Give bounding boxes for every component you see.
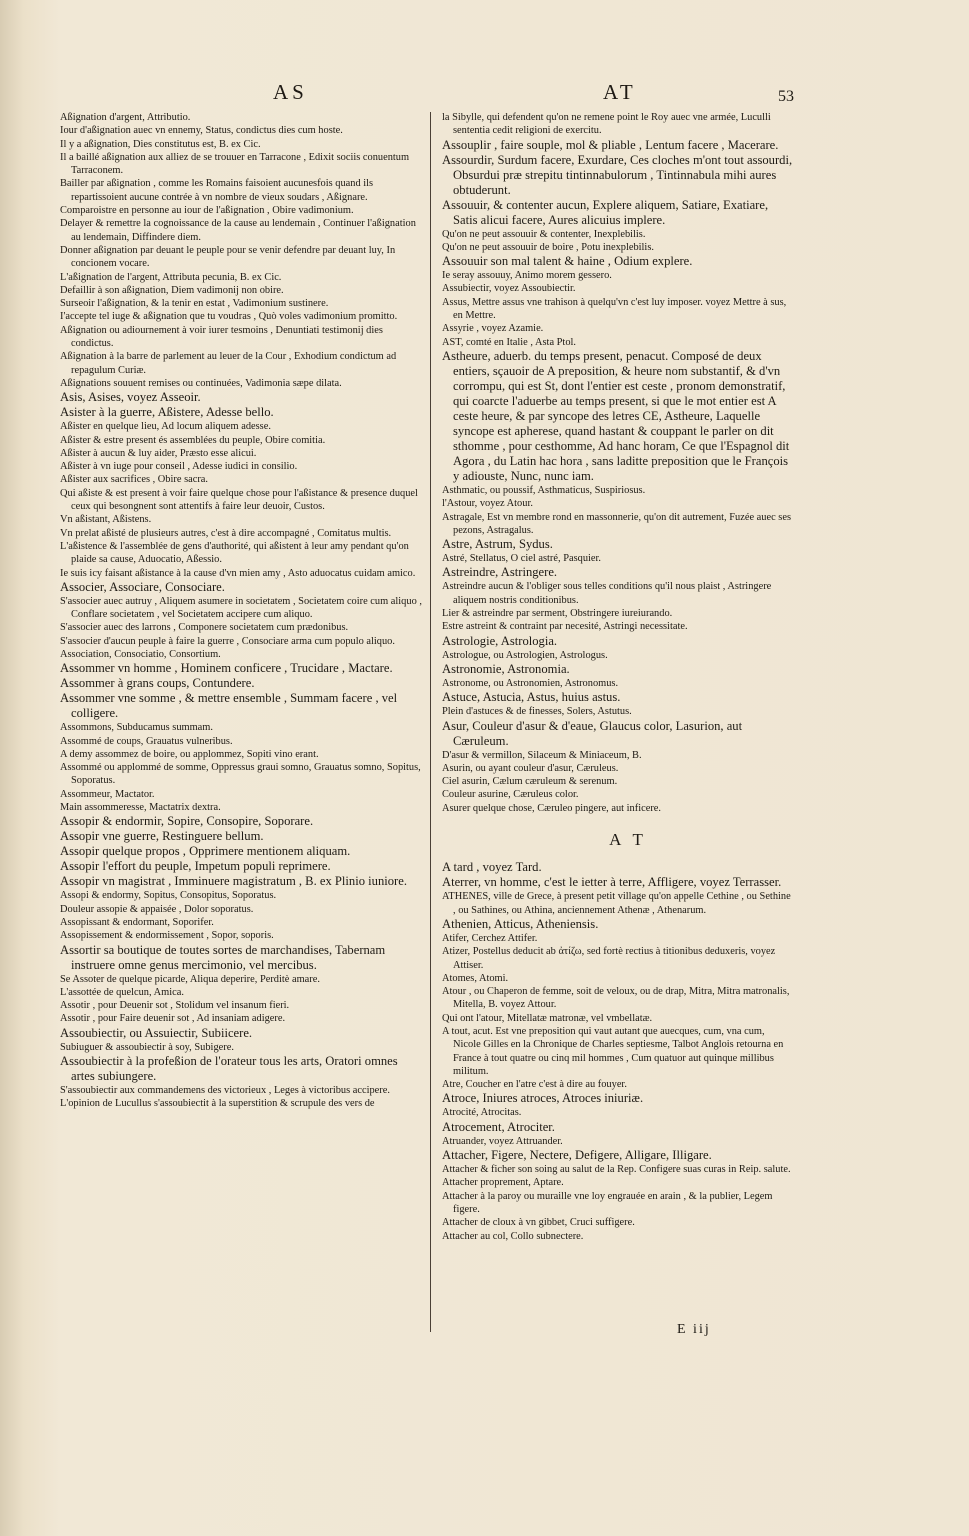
dictionary-entry: Assommeur, Mactator. xyxy=(60,788,155,800)
dictionary-entry: Attacher & ficher son soing au salut de la Rep. Configere suas curas in Reip. salute. xyxy=(442,1164,791,1176)
dictionary-entry: Associer, Associare, Consociare. xyxy=(60,579,225,594)
dictionary-entry: Bailler par aßignation , comme les Romains faisoient aucunesfois quand ils repartissoient aucune contrée à vn nombre de vieux soudars , Aßignare. xyxy=(60,178,376,203)
dictionary-entry: Se Assoter de quelque picarde, Aliqua deperire, Perditè amare. xyxy=(60,973,320,985)
dictionary-entry: Assommer vne somme , & mettre ensemble , Summam facere , vel colligere. xyxy=(60,691,401,721)
dictionary-entry: Assopi & endormy, Sopitus, Consopitus, Soporatus. xyxy=(60,890,277,902)
dictionary-entry: Atomes, Atomi. xyxy=(442,972,509,984)
dictionary-entry: Assopir vn magistrat , Imminuere magistratum , B. ex Plinio iuniore. xyxy=(60,874,407,889)
dictionary-entry: Atruander, voyez Attruander. xyxy=(442,1135,563,1147)
dictionary-entry: Astreindre aucun & l'obliger sous telles conditions qu'il nous plaist , Astringere aliquem nostris conditionibus. xyxy=(442,581,774,606)
dictionary-entry: Astronomie, Astronomia. xyxy=(442,661,570,676)
dictionary-entry: ATHENES, ville de Grece, à present petit village qu'on appelle Cethine , ou Sethine , ou Sathines, ou Athina, anciennement Athenæ , Athenarum. xyxy=(442,891,794,916)
dictionary-entry: Aßister & estre present és assemblées du peuple, Obire comitia. xyxy=(60,434,326,446)
dictionary-entry: Ie suis icy faisant aßistance à la cause d'vn mien amy , Asto aduocatus cuidam amico. xyxy=(60,567,416,579)
dictionary-entry: Assopir vne guerre, Restinguere bellum. xyxy=(60,829,264,844)
dictionary-entry: Atroce, Iniures atroces, Atroces iniuriæ. xyxy=(442,1091,644,1106)
dictionary-entry: Assommé ou applommé de somme, Oppressus graui somno, Grauatus somno, Sopitus, Soporatus. xyxy=(60,762,424,787)
dictionary-entry: Astronome, ou Astronomien, Astronomus. xyxy=(442,677,619,689)
dictionary-entry: Asis, Asises, voyez Asseoir. xyxy=(60,390,201,405)
dictionary-entry: Attacher proprement, Aptare. xyxy=(442,1177,564,1189)
dictionary-entry: Astragale, Est vn membre rond en massonnerie, qu'on dit autrement, Fuzée auec ses pezons, Astragalus. xyxy=(442,511,794,536)
dictionary-entry: Ie seray assouuy, Animo morem gessero. xyxy=(442,270,612,282)
dictionary-entry: Asurer quelque chose, Cæruleo pingere, aut inficere. xyxy=(442,802,661,814)
dictionary-entry: Attacher, Figere, Nectere, Defigere, Alligare, Illigare. xyxy=(442,1148,712,1163)
dictionary-entry: Assouuir son mal talent & haine , Odium explere. xyxy=(442,254,693,269)
dictionary-entry: Assommer à grans coups, Contundere. xyxy=(60,676,255,691)
dictionary-entry: Main assommeresse, Mactatrix dextra. xyxy=(60,802,221,814)
dictionary-entry: Astrologue, ou Astrologien, Astrologus. xyxy=(442,649,608,661)
dictionary-entry: Lier & astreindre par serment, Obstringere iureiurando. xyxy=(442,608,673,620)
dictionary-entry: L'opinion de Lucullus s'assoubiectit à la superstition & scrupule des vers de xyxy=(60,1098,375,1110)
dictionary-entry: S'associer auec des larrons , Componere societatem cum prædonibus. xyxy=(60,622,349,634)
dictionary-entry: Assommer vn homme , Hominem conficere , Trucidare , Mactare. xyxy=(60,661,393,676)
dictionary-entry: Assopissement & endormissement , Sopor, soporis. xyxy=(60,930,274,942)
dictionary-entry: Assubiectir, voyez Assoubiectir. xyxy=(442,283,576,295)
dictionary-entry: Atizer, Postellus deducit ab ἀτίζω, sed fortè rectius à titionibus deduxeris, voyez Attiser. xyxy=(442,946,778,971)
dictionary-entry: Association, Consociatio, Consortium. xyxy=(60,648,221,660)
dictionary-entry: Assyrie , voyez Azamie. xyxy=(442,323,544,335)
dictionary-entry: Comparoistre en personne au iour de l'aßignation , Obire vadimonium. xyxy=(60,205,354,217)
dictionary-entry: Assotir , pour Faire deuenir sot , Ad insaniam adigere. xyxy=(60,1013,286,1025)
dictionary-entry: Aßignation à la barre de parlement au leuer de la Cour , Exhodium condictum ad repagulum Curiæ. xyxy=(60,351,399,376)
dictionary-entry: L'assottée de quelcun, Amica. xyxy=(60,986,184,998)
dictionary-entry: Iour d'aßignation auec vn ennemy, Status, condictus dies cum hoste. xyxy=(60,125,343,137)
dictionary-entry: Aßignations souuent remises ou continuées, Vadimonia sæpe dilata. xyxy=(60,377,342,389)
dictionary-entry: Qu'on ne peut assouuir & contenter, Inexplebilis. xyxy=(442,228,646,240)
dictionary-entry: Assoubiectir, ou Assuiectir, Subiicere. xyxy=(60,1025,253,1040)
dictionary-entry: Astuce, Astucia, Astus, huius astus. xyxy=(442,690,621,705)
column-divider xyxy=(430,112,431,1332)
dictionary-entry: Assouuir, & contenter aucun, Explere aliquem, Satiare, Exatiare, Satis alicui facere, Aures alicuius implere. xyxy=(442,197,772,227)
page-number: 53 xyxy=(778,88,794,105)
dictionary-entry: Asthmatic, ou poussif, Asthmaticus, Suspiriosus. xyxy=(442,484,646,496)
dictionary-entry: Il a baillé aßignation aux alliez de se trouuer en Tarracone , Edixit sociis conuentum Tarraconem. xyxy=(60,151,412,177)
dictionary-entry: Il y a aßignation, Dies constitutus est, B. ex Cic. xyxy=(60,138,261,150)
dictionary-entry: Assommé de coups, Grauatus vulneribus. xyxy=(60,735,233,747)
dictionary-entry: Aterrer, vn homme, c'est le ietter à terre, Affligere, voyez Terrasser. xyxy=(442,875,782,890)
dictionary-entry: Assus, Mettre assus vne trahison à quelqu'vn c'est luy imposer. voyez Mettre à sus, en Mettre. xyxy=(442,296,789,322)
running-head-left: AS xyxy=(273,80,308,104)
dictionary-entry: Attacher au col, Collo subnectere. xyxy=(442,1230,584,1242)
dictionary-entry: Assortir sa boutique de toutes sortes de marchandises, Tabernam instruere omne genus mercimonio, vel mercibus. xyxy=(60,942,389,972)
dictionary-entry: Atifer, Cerchez Attifer. xyxy=(442,932,538,944)
dictionary-entry: Assotir , pour Deuenir sot , Stolidum vel insanum fieri. xyxy=(60,1000,290,1012)
dictionary-entry: Plein d'astuces & de finesses, Solers, Astutus. xyxy=(442,706,632,718)
dictionary-entry: Asister à la guerre, Aßistere, Adesse bello. xyxy=(60,405,274,420)
dictionary-entry: Assopir quelque propos , Opprimere mentionem aliquam. xyxy=(60,844,351,859)
dictionary-entry: Assoubiectir à la profeßion de l'orateur tous les arts, Oratori omnes artes subiungere. xyxy=(60,1054,401,1084)
dictionary-entry: S'associer d'aucun peuple à faire la guerre , Consociare arma cum populo aliquo. xyxy=(60,635,395,647)
dictionary-entry: Delayer & remettre la cognoissance de la cause au lendemain , Continuer l'aßignation au lendemain, Diffindere diem. xyxy=(60,218,419,243)
dictionary-entry: Attacher de cloux à vn gibbet, Cruci suffigere. xyxy=(442,1217,635,1229)
dictionary-entry: S'assoubiectir aux commandemens des victorieux , Leges à victoribus accipere. xyxy=(60,1085,390,1097)
dictionary-entry: Ciel asurin, Cælum cæruleum & serenum. xyxy=(442,776,618,788)
dictionary-entry: Vn aßistant, Aßistens. xyxy=(60,514,152,526)
dictionary-entry: I'accepte tel iuge & aßignation que tu voudras , Quò voles vadimonium promitto. xyxy=(60,311,398,323)
dictionary-entry: Astrologie, Astrologia. xyxy=(442,633,558,648)
dictionary-entry: Subiuguer & assoubiectir à soy, Subigere. xyxy=(60,1041,234,1053)
running-head-right: AT xyxy=(603,80,637,104)
dictionary-entry: Attacher à la paroy ou muraille vne loy engrauée en arain , & la publier, Legem figere. xyxy=(442,1190,776,1215)
right-column-entries xyxy=(442,111,794,815)
dictionary-entry: Assopissant & endormant, Soporifer. xyxy=(60,916,214,928)
dictionary-entry: Couleur asurine, Cæruleus color. xyxy=(442,789,579,801)
dictionary-entry: Astré, Stellatus, O ciel astré, Pasquier. xyxy=(442,553,601,565)
section-heading: A T xyxy=(609,830,647,850)
left-column xyxy=(60,111,423,1111)
dictionary-entry: Assouplir , faire souple, mol & pliable , Lentum facere , Macerare. xyxy=(442,137,779,152)
dictionary-entry: Surseoir l'aßignation, & la tenir en estat , Vadimonium sustinere. xyxy=(60,298,329,310)
dictionary-entry: Asur, Couleur d'asur & d'eaue, Glaucus color, Lasurion, aut Cæruleum. xyxy=(442,718,746,748)
right-column xyxy=(442,111,794,1243)
dictionary-entry: A demy assommez de boire, ou applommez, Sopiti vino erant. xyxy=(60,748,319,760)
dictionary-entry: Aßister aux sacrifices , Obire sacra. xyxy=(60,474,209,486)
dictionary-entry: Donner aßignation par deuant le peuple pour se venir defendre par deuant luy, In concionem vocare. xyxy=(60,244,398,270)
dictionary-entry: L'aßistence & l'assemblée de gens d'authorité, qui aßistent à leur amy pendant qu'on plaide sa cause, Aduocatio, Aßessio. xyxy=(60,540,412,566)
dictionary-entry: Assommons, Subducamus summam. xyxy=(60,722,213,734)
dictionary-entry: Defaillir à son aßignation, Diem vadimonij non obire. xyxy=(60,284,284,296)
dictionary-entry: Astreindre, Astringere. xyxy=(442,565,558,580)
dictionary-entry: Assourdir, Surdum facere, Exurdare, Ces cloches m'ont tout assourdi, Obsurdui præ strepitu tintinnabulorum , Tintinnabula mihi aures obtuderunt. xyxy=(442,152,796,197)
dictionary-entry: la Sibylle, qui defendent qu'on ne remene point le Roy auec vne armée, Luculli sententia cedit religioni de exercitu. xyxy=(442,112,774,137)
dictionary-entry: Atrocement, Atrociter. xyxy=(442,1119,555,1134)
dictionary-entry: Qu'on ne peut assouuir de boire , Potu inexplebilis. xyxy=(442,241,654,253)
dictionary-entry: Astre, Astrum, Sydus. xyxy=(442,537,553,552)
dictionary-entry: Asurin, ou ayant couleur d'asur, Cæruleus. xyxy=(442,762,619,774)
dictionary-entry: Athenien, Atticus, Atheniensis. xyxy=(442,916,599,931)
dictionary-entry: Qui aßiste & est present à voir faire quelque chose pour l'aßistance & presence duquel ceux qui besongnent sont attentifs à faire leur deuoir, Custos. xyxy=(60,487,421,513)
dictionary-entry: Astheure, aduerb. du temps present, penacut. Composé de deux entiers, sçauoir de A preposition, & heure nom substantif, & d'vn corrompu, qui est St, dont l'entier est ceste , pronom demonstratif, qui coarcte l'aduerbe au temps present, si que le mot entier est A ceste heure, & par syncope des letres CE, Astheure, Laquelle syncope est apherese, quand hastant & couppant le parler on dit sthomme , pour cesthomme, Ad hanc horam, Ce que l'Espagnol dit Agora , du Latin hac hora , sans laditte preposition que le François y adiouste, Nunc, nunc iam. xyxy=(442,348,792,483)
dictionary-entry: D'asur & vermillon, Silaceum & Miniaceum, B. xyxy=(442,749,642,761)
dictionary-entry: Assopir & endormir, Sopire, Consopire, Soporare. xyxy=(60,814,314,829)
dictionary-entry: Estre astreint & contraint par necesité, Astringi necessitate. xyxy=(442,621,688,633)
dictionary-entry: A tard , voyez Tard. xyxy=(442,860,542,875)
dictionary-entry: Aßignation d'argent, Attributio. xyxy=(60,112,191,123)
dictionary-entry: Atre, Coucher en l'atre c'est à dire au fouyer. xyxy=(442,1079,627,1091)
dictionary-entry: Qui ont l'atour, Mitellatæ matronæ, vel vmbellatæ. xyxy=(442,1012,653,1024)
dictionary-entry: AST, comté en Italie , Asta Ptol. xyxy=(442,336,576,348)
dictionary-entry: Douleur assopie & appaisée , Dolor soporatus. xyxy=(60,903,254,915)
dictionary-entry: Atrocité, Atrocitas. xyxy=(442,1107,522,1119)
dictionary-entry: L'aßignation de l'argent, Attributa pecunia, B. ex Cic. xyxy=(60,271,282,283)
dictionary-entry: Aßister à vn iuge pour conseil , Adesse iudici in consilio. xyxy=(60,461,298,473)
dictionary-entry: Aßister en quelque lieu, Ad locum aliquem adesse. xyxy=(60,421,271,433)
right-column-entries-at xyxy=(442,860,794,1243)
dictionary-entry: l'Astour, voyez Atour. xyxy=(442,498,533,510)
dictionary-entry: Assopir l'effort du peuple, Impetum populi reprimere. xyxy=(60,859,331,874)
signature-mark: E iij xyxy=(677,1322,711,1337)
dictionary-entry: S'associer auec autruy , Aliquem asumere in societatem , Societatem coire cum aliquo , Conflare societatem , vel Societatem accipere cum aliquo. xyxy=(60,595,425,621)
dictionary-entry: Aßister à aucun & luy aider, Præsto esse alicui. xyxy=(60,447,257,459)
dictionary-entry: Atour , ou Chaperon de femme, soit de veloux, ou de drap, Mitra, Mitra matronalis, Mitella, B. voyez Attour. xyxy=(442,986,793,1011)
dictionary-entry: Vn prelat aßisté de plusieurs autres, c'est à dire accompagné , Comitatus multis. xyxy=(60,527,392,539)
dictionary-entry: Aßignation ou adiournement à voir iurer tesmoins , Denuntiati testimonij dies condictus. xyxy=(60,324,386,350)
dictionary-entry: A tout, acut. Est vne preposition qui vaut autant que auecques, cum, vna cum, Nicole Gilles en la Chronique de Charles septiesme, Talbot Anglois retourna en France à tout quatre ou cinq mil hommes , Cum quatuor aut quinque millibus militum. xyxy=(442,1025,786,1077)
